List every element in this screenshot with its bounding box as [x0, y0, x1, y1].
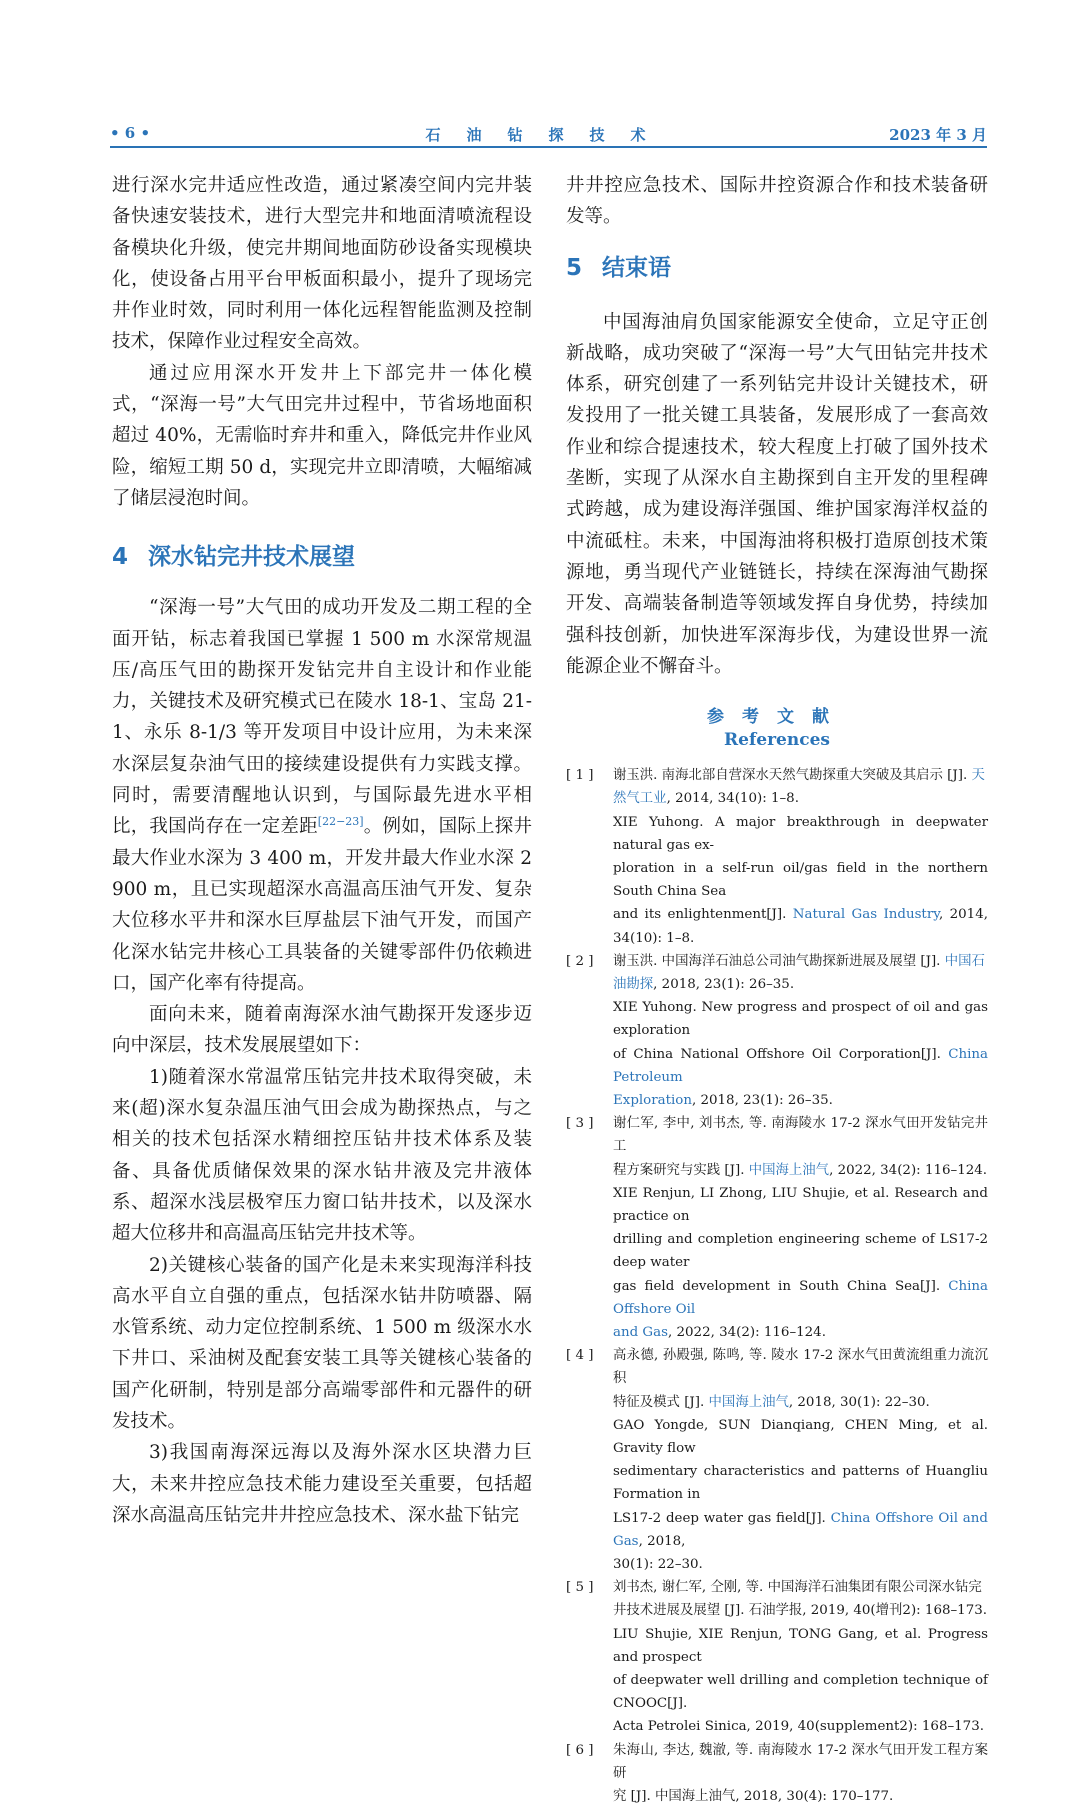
- paragraph: 中国海油肩负国家能源安全使命，立足守正创新战略，成功突破了“深海一号”大气田钻完井技术体系，研究创建了一系列钻完井设计关键技术，研发投用了一批关键工具装备，发展形成了一套高效作业和综合提速技术，较大程度上打破了国外技术垄断，实现了从深水自主勘探到自主开发的里程碑式跨越，成为建设海洋强国、维护国家海洋权益的中流砥柱。未来，中国海油将积极打造原创技术策源地，勇当现代产业链链长，持续在深海油气勘探开发、高端装备制造等领域发挥自身优势，持续加强科技创新，加快进军深海步伐，为建设世界一流能源企业不懈奋斗。: [566, 311, 988, 677]
- paragraph: 通过应用深水开发井上下部完井一体化模式，“深海一号”大气田完井过程中，节省场地面积超过 40%，无需临时弃井和重入，降低完井作业风险，缩短工期 50 d，实现完井立即清喷，大幅缩减了储层浸泡时间。: [112, 362, 532, 509]
- reference-text: drilling and completion engineering scheme of LS17-2 deep water: [613, 1232, 988, 1271]
- reference-number: [ 4 ]: [566, 1348, 594, 1364]
- reference-text: and its enlightenment[J].: [613, 907, 793, 923]
- journal-link[interactable]: China Offshore Oil and Gas: [613, 1510, 988, 1549]
- paragraph: [112, 592, 532, 999]
- reference-text: Acta Petrolei Sinica, 2019, 40(supplement2): 168–173.: [613, 1719, 984, 1735]
- section-heading-4: [112, 538, 532, 578]
- reference-text: 特征及模式 [J].: [613, 1394, 709, 1410]
- left-column: [112, 170, 532, 1531]
- reference-number: [ 2 ]: [566, 953, 594, 969]
- reference-text: ploration in a self-run oil/gas field in the northern South China Sea: [613, 860, 988, 900]
- reference-text: 井技术进展及展望 [J]. 石油学报, 2019, 40(增刊2): 168–173.: [613, 1603, 988, 1619]
- journal-link[interactable]: China Petroleum: [613, 1046, 988, 1085]
- section-heading-5: [566, 249, 988, 289]
- reference-number: [ 6 ]: [566, 1742, 594, 1758]
- section-number: 5: [566, 254, 583, 281]
- journal-link[interactable]: Natural Gas Industry: [792, 907, 940, 923]
- section-title: 结束语: [602, 254, 671, 281]
- reference-item: [566, 1576, 988, 1738]
- paragraph: 井井控应急技术、国际井控资源合作和技术装备研发等。: [566, 175, 988, 228]
- reference-text: 30(1): 22–30.: [613, 1557, 703, 1573]
- journal-link[interactable]: 天: [971, 768, 985, 784]
- reference-number: [ 1 ]: [566, 768, 594, 784]
- reference-text: 高永德, 孙殿强, 陈鸣, 等. 陵水 17-2 深水气田黄流组重力流沉积: [613, 1348, 988, 1387]
- reference-text: , 2014, 34(10): 1–8.: [666, 791, 799, 807]
- reference-number: [ 3 ]: [566, 1116, 594, 1132]
- reference-number: [ 5 ]: [566, 1580, 594, 1596]
- reference-text: XIE Yuhong. New progress and prospect of oil and gas exploration: [613, 1000, 988, 1039]
- reference-text: , 2018,: [638, 1533, 686, 1549]
- journal-link[interactable]: 然气工业: [613, 791, 667, 807]
- reference-text: 朱海山, 李达, 魏澈, 等. 南海陵水 17-2 深水气田开发工程方案研: [613, 1742, 988, 1781]
- reference-text: 谢玉洪. 南海北部自营深水天然气勘探重大突破及其启示 [J].: [613, 768, 968, 784]
- reference-text: 谢玉洪. 中国海洋石油总公司油气勘探新进展及展望 [J].: [613, 953, 941, 969]
- journal-link[interactable]: China Offshore Oil: [613, 1278, 988, 1317]
- reference-text: 谢仁军, 李中, 刘书杰, 等. 南海陵水 17-2 深水气田开发钻完井工: [613, 1116, 988, 1155]
- journal-link[interactable]: 中国海上油气: [708, 1394, 789, 1410]
- reference-text: , 2022, 34(2): 116–124.: [668, 1325, 826, 1341]
- reference-text: , 2018, 23(1): 26–35.: [653, 976, 795, 992]
- reference-text: GAO Yongde, SUN Dianqiang, CHEN Ming, et al. Gravity flow: [613, 1417, 988, 1457]
- references-title: 参考文献: [707, 707, 847, 728]
- reference-text: XIE Yuhong. A major breakthrough in deepwater natural gas ex-: [613, 814, 988, 853]
- paragraph: 1)随着深水常温常压钻完井技术取得突破，未来(超)深水复杂温压油气田会成为勘探热点，与之相关的技术包括深水精细控压钻井技术体系及装备、具备优质储保效果的深水钻井液及完井液体系、超深水浅层极窄压力窗口钻井技术，以及深水超大位移井和高温高压钻完井技术等。: [112, 1066, 532, 1245]
- paragraph: 3)我国南海深远海以及海外深水区块潜力巨大，未来井控应急技术能力建设至关重要，包括超深水高温高压钻完井井控应急技术、深水盐下钻完: [112, 1442, 532, 1526]
- reference-text: , 2018, 23(1): 26–35.: [691, 1093, 833, 1108]
- reference-item: [566, 1739, 988, 1808]
- reference-text: sedimentary characteristics and patterns of Huangliu Formation in: [613, 1464, 988, 1503]
- page-number: • 6 •: [110, 124, 151, 142]
- paragraph: 进行深水完井适应性改造，通过紧凑空间内完井装备快速安装技术，进行大型完井和地面清喷流程设备模块化升级，使完井期间地面防砂设备实现模块化，使设备占用平台甲板面积最小，提升了现场完井作业时效，同时利用一体化远程智能监测及控制技术，保障作业过程安全高效。: [112, 175, 532, 353]
- journal-link[interactable]: 中国海上油气: [748, 1162, 830, 1178]
- reference-text: LIU Shujie, XIE Renjun, TONG Gang, et al. Progress and prospect: [613, 1626, 988, 1665]
- reference-text: 究 [J]. 中国海上油气, 2018, 30(4): 170–177.: [613, 1789, 894, 1805]
- right-column: [566, 170, 988, 1808]
- paragraph: 2)关键核心装备的国产化是未来实现海洋科技高水平自立自强的重点，包括深水钻井防喷器、隔水管系统、动力定位控制系统、1 500 m 级深水水下井口、采油树及配套安装工具等关键核心装备的国产化研制，特别是部分高端零部件和元器件的研发技术。: [112, 1254, 532, 1432]
- reference-text: 程方案研究与实践 [J].: [613, 1162, 749, 1178]
- reference-item: [566, 1112, 988, 1344]
- reference-text: of deepwater well drilling and completion technique of CNOOC[J].: [613, 1673, 988, 1712]
- issue-date: 2023 年 3 月: [889, 126, 987, 144]
- reference-text: gas field development in South China Sea[J].: [613, 1278, 949, 1294]
- reference-item: [566, 1344, 988, 1576]
- section-number: 4: [112, 544, 129, 571]
- journal-link[interactable]: and Gas: [613, 1325, 668, 1341]
- citation-link[interactable]: [22−23]: [317, 815, 364, 829]
- reference-text: 刘书杰, 谢仁军, 仝刚, 等. 中国海洋石油集团有限公司深水钻完: [613, 1580, 982, 1596]
- page-header: [110, 124, 987, 148]
- paragraph: 面向未来，随着南海深水油气勘探开发逐步迈向中深层，技术发展展望如下：: [112, 1004, 532, 1057]
- references-title-en: References: [724, 730, 830, 751]
- reference-item: [566, 950, 988, 1112]
- journal-title: 石油钻探技术: [425, 126, 672, 144]
- reference-text: LS17-2 deep water gas field[J].: [613, 1510, 831, 1526]
- reference-item: [566, 764, 988, 950]
- reference-list: [566, 764, 988, 1808]
- reference-text: of China National Offshore Oil Corporation[J].: [613, 1046, 949, 1062]
- journal-link[interactable]: 中国石: [944, 953, 985, 969]
- reference-text: , 2018, 30(1): 22–30.: [788, 1394, 930, 1410]
- journal-link[interactable]: 油勘探: [613, 976, 654, 992]
- reference-text: , 2022, 34(2): 116–124.: [829, 1162, 988, 1178]
- paragraph-text: “深海一号”大气田的成功开发及二期工程的全面开钻，标志着我国已掌握 1 500 m 水深常规温压/高压气田的勘探开发钻完井自主设计和作业能力，关键技术及研究模式已在陵水 18-1、宝岛 21-1、永乐 8-1/3 等开发项目中设计应用，为未来深水深层复杂油气田的接续建设提供有力实践支撑。同时，需要清醒地认识到，与国际最先进水平相比，我国尚存在一定差距: [112, 597, 532, 838]
- paragraph-text: 。例如，国际上探井最大作业水深为 3 400 m，开发井最大作业水深 2 900 m，且已实现超深水高温高压油气开发、复杂大位移水平井和深水巨厚盐层下油气开发，而国产化深水钻完井核心工具装备的关键零部件仍依赖进口，国产化率有待提高。: [112, 816, 532, 994]
- reference-text: XIE Renjun, LI Zhong, LIU Shujie, et al. Research and practice on: [613, 1185, 988, 1225]
- reference-text: , 2014, 34(10): 1–8.: [613, 907, 988, 946]
- section-title: 深水钻完井技术展望: [148, 544, 355, 571]
- journal-link[interactable]: Exploration: [613, 1093, 692, 1108]
